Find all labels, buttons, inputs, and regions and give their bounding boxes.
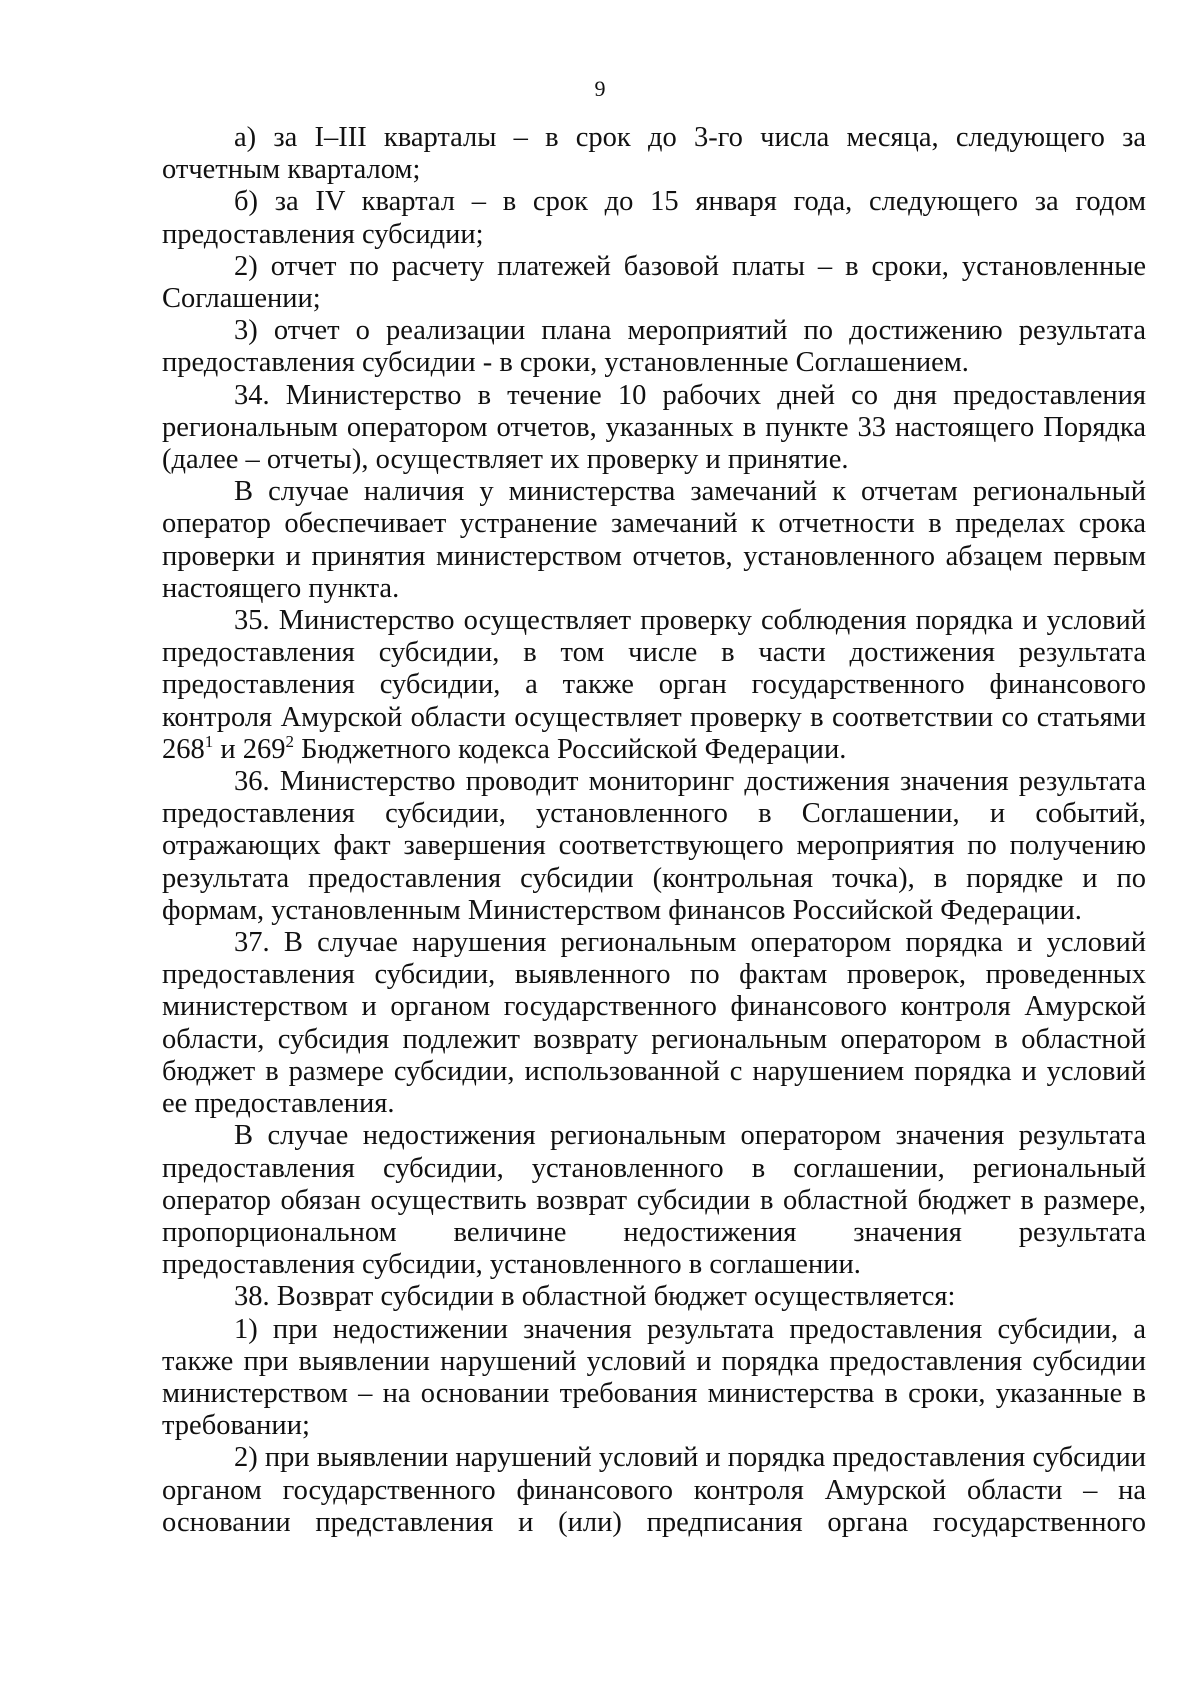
document-body [162, 122, 1146, 1539]
article-269: 269 [242, 733, 286, 765]
paragraph-report-base-fee: 2) отчет по расчету платежей базовой платы – в сроки, установленные Соглашении; [162, 250, 1146, 315]
paragraph-37: 37. В случае нарушения региональным оператором порядка и условий предоставления субсидии, выявленного по фактам проверок, проведенных министерством и органом государственного финансового контроля Амурской области, субсидия подлежит возврату региональным оператором в областной бюджет в размере субсидии, использованной с нарушением порядка и условий ее предоставления. [162, 927, 1146, 1120]
paragraph-a-quarters: а) за I–III кварталы – в срок до 3-го числа месяца, следующего за отчетным кварталом; [162, 122, 1146, 186]
paragraph-b-fourth-quarter: б) за IV квартал – в срок до 15 января года, следующего за годом предоставления субсидии; [162, 186, 1146, 250]
article-268: 268 [162, 733, 205, 765]
paragraph-34-remarks: В случае наличия у министерства замечаний к отчетам региональный оператор обеспечивает устранение замечаний к отчетности в пределах срока проверки и принятия министерством отчетов, установленного абзацем первым настоящего пункта. [162, 476, 1146, 604]
paragraph-38: 38. Возврат субсидии в областной бюджет осуществляется: [234, 1281, 956, 1313]
article-269-superscript: 2 [285, 731, 295, 751]
paragraph-35-text: 35. Министерство осуществляет проверку соблюдения порядка и условий предоставления субсидии, в том числе в части достижения результата предоставления субсидии, а также орган государственного финансового контроля Амурской области осуществляет проверку в соответствии со статьями [162, 605, 1146, 733]
paragraph-38-item-1: 1) при недостижении значения результата предоставления субсидии, а также при выявлении нарушений условий и порядка предоставления субсидии министерством – на основании требования министерства в сроки, указанные в требовании; [162, 1313, 1146, 1442]
paragraph-35 [162, 605, 1146, 766]
paragraph-35-ending: Бюджетного кодекса Российской Федерации. [294, 733, 847, 765]
paragraph-37-underachievement: В случае недостижения региональным оператором значения результата предоставления субсидии, установленного в соглашении, региональный оператор обязан осуществить возврат субсидии в областной бюджет в размере, пропорциональном величине недостижения значения результата предоставления субсидии, установленного в соглашении. [162, 1120, 1146, 1281]
article-conjunction: и [213, 733, 243, 765]
paragraph-34: 34. Министерство в течение 10 рабочих дней со дня предоставления региональным оператором отчетов, указанных в пункте 33 настоящего Порядка (далее – отчеты), осуществляет их проверку и принятие. [162, 379, 1146, 476]
page-number: 9 [594, 76, 606, 101]
paragraph-report-action-plan: 3) отчет о реализации плана мероприятий по достижению результата предоставления субсидии - в сроки, установленные Соглашением. [162, 315, 1146, 379]
paragraph-36: 36. Министерство проводит мониторинг достижения значения результата предоставления субсидии, установленного в Соглашении, и событий, отражающих факт завершения соответствующего мероприятия по получению результата предоставления субсидии (контрольная точка), в порядке и по формам, установленным Министерством финансов Российской Федерации. [162, 766, 1146, 926]
article-268-superscript: 1 [204, 731, 214, 751]
paragraph-38-item-2: 2) при выявлении нарушений условий и порядка предоставления субсидии органом государственного финансового контроля Амурской области – на основании представления и (или) предписания органа государственного [162, 1442, 1146, 1538]
